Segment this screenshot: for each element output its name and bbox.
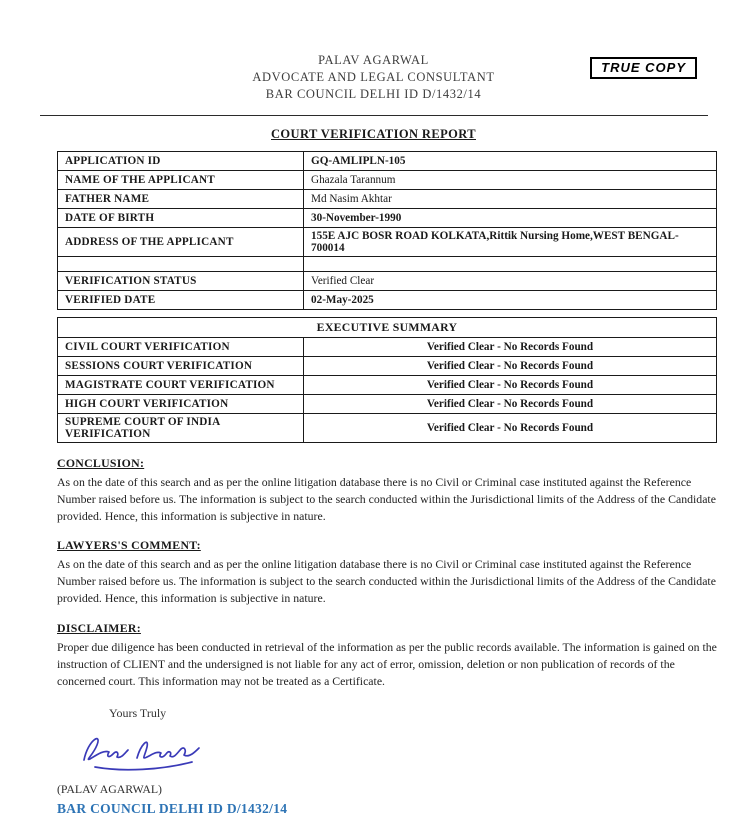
advocate-name: PALAV AGARWAL bbox=[318, 53, 429, 67]
disclaimer-text: Proper due diligence has been conducted in retrieval of the information as per the public records available. The information is gained on the instruction of CLIENT and the undersigned is not liable for any act of error, omission, deletion or non publication of records of the concerned court. This information may not be treated as a Certificate. bbox=[57, 639, 717, 688]
row-value: Verified Clear - No Records Found bbox=[304, 414, 717, 443]
row-label: MAGISTRATE COURT VERIFICATION bbox=[58, 376, 304, 395]
disclaimer-heading: DISCLAIMER: bbox=[57, 620, 141, 635]
advocate-role: ADVOCATE AND LEGAL CONSULTANT bbox=[252, 70, 495, 84]
row-label: SESSIONS COURT VERIFICATION bbox=[58, 357, 304, 376]
summary-title: EXECUTIVE SUMMARY bbox=[58, 318, 717, 338]
applicant-table bbox=[57, 151, 717, 310]
row-value: Verified Clear - No Records Found bbox=[304, 338, 717, 357]
row-label: ADDRESS OF THE APPLICANT bbox=[58, 228, 304, 257]
council-id-footer: BAR COUNCIL DELHI ID D/1432/14 bbox=[57, 800, 288, 816]
lawyers-comment-section bbox=[57, 538, 717, 607]
table-row bbox=[58, 228, 717, 257]
row-label: HIGH COURT VERIFICATION bbox=[58, 395, 304, 414]
table-row bbox=[58, 152, 717, 171]
row-label: DATE OF BIRTH bbox=[58, 209, 304, 228]
signature bbox=[75, 727, 717, 780]
disclaimer-section bbox=[57, 621, 717, 690]
table-row bbox=[58, 272, 717, 291]
row-label: NAME OF THE APPLICANT bbox=[58, 171, 304, 190]
table-row bbox=[58, 209, 717, 228]
table-row bbox=[58, 190, 717, 209]
row-label: CIVIL COURT VERIFICATION bbox=[58, 338, 304, 357]
table-row bbox=[58, 338, 717, 357]
conclusion-heading: CONCLUSION: bbox=[57, 456, 145, 470]
document-body bbox=[0, 151, 747, 817]
table-row bbox=[58, 395, 717, 414]
row-label: VERIFICATION STATUS bbox=[58, 272, 304, 291]
executive-summary-table bbox=[57, 317, 717, 443]
row-value: Md Nasim Akhtar bbox=[304, 190, 717, 209]
row-label: SUPREME COURT OF INDIA VERIFICATION bbox=[58, 414, 304, 443]
row-value bbox=[304, 257, 717, 272]
table-row bbox=[58, 357, 717, 376]
true-copy-stamp: TRUE COPY bbox=[590, 57, 697, 79]
salutation: Yours Truly bbox=[109, 705, 167, 720]
row-value: GQ-AMLIPLN-105 bbox=[304, 152, 717, 171]
table-row bbox=[58, 376, 717, 395]
report-title: COURT VERIFICATION REPORT bbox=[271, 127, 476, 141]
table-row bbox=[58, 414, 717, 443]
lawyers-comment-heading: LAWYERS'S COMMENT: bbox=[57, 538, 201, 553]
row-label bbox=[58, 257, 304, 272]
header-divider bbox=[40, 115, 708, 116]
signature-ink bbox=[75, 727, 215, 775]
row-value: Verified Clear - No Records Found bbox=[304, 376, 717, 395]
row-value: 30-November-1990 bbox=[304, 209, 717, 228]
table-row-empty bbox=[58, 257, 717, 272]
row-value: 02-May-2025 bbox=[304, 291, 717, 310]
conclusion-section bbox=[57, 456, 717, 525]
row-value: 155E AJC BOSR ROAD KOLKATA,Rittik Nursing Home,WEST BENGAL-700014 bbox=[304, 228, 717, 257]
row-label: APPLICATION ID bbox=[58, 152, 304, 171]
lawyers-comment-text: As on the date of this search and as per the online litigation database there is no Civil or Criminal case instituted against the Reference Number raised before us. The information is subject to the search conducted within the Jurisdictional limits of the Address of the Candidate provided. Hence, this information is subjective in nature. bbox=[57, 557, 716, 606]
row-label: FATHER NAME bbox=[58, 190, 304, 209]
table-row bbox=[58, 291, 717, 310]
row-value: Verified Clear bbox=[304, 272, 717, 291]
row-value: Verified Clear - No Records Found bbox=[304, 395, 717, 414]
advocate-council-id: BAR COUNCIL DELHI ID D/1432/14 bbox=[265, 87, 482, 101]
signatory-name: (PALAV AGARWAL) bbox=[57, 781, 162, 796]
summary-header-row bbox=[58, 318, 717, 338]
conclusion-text: As on the date of this search and as per the online litigation database there is no Civil or Criminal case instituted against the Reference Number raised before us. The information is subject to the search conducted within the Jurisdictional limits of the Address of the Candidate provided. Hence, this information is subjective in nature. bbox=[57, 475, 716, 524]
row-value: Verified Clear - No Records Found bbox=[304, 357, 717, 376]
table-row bbox=[58, 171, 717, 190]
closing-block bbox=[57, 706, 717, 817]
row-value: Ghazala Tarannum bbox=[304, 171, 717, 190]
row-label: VERIFIED DATE bbox=[58, 291, 304, 310]
